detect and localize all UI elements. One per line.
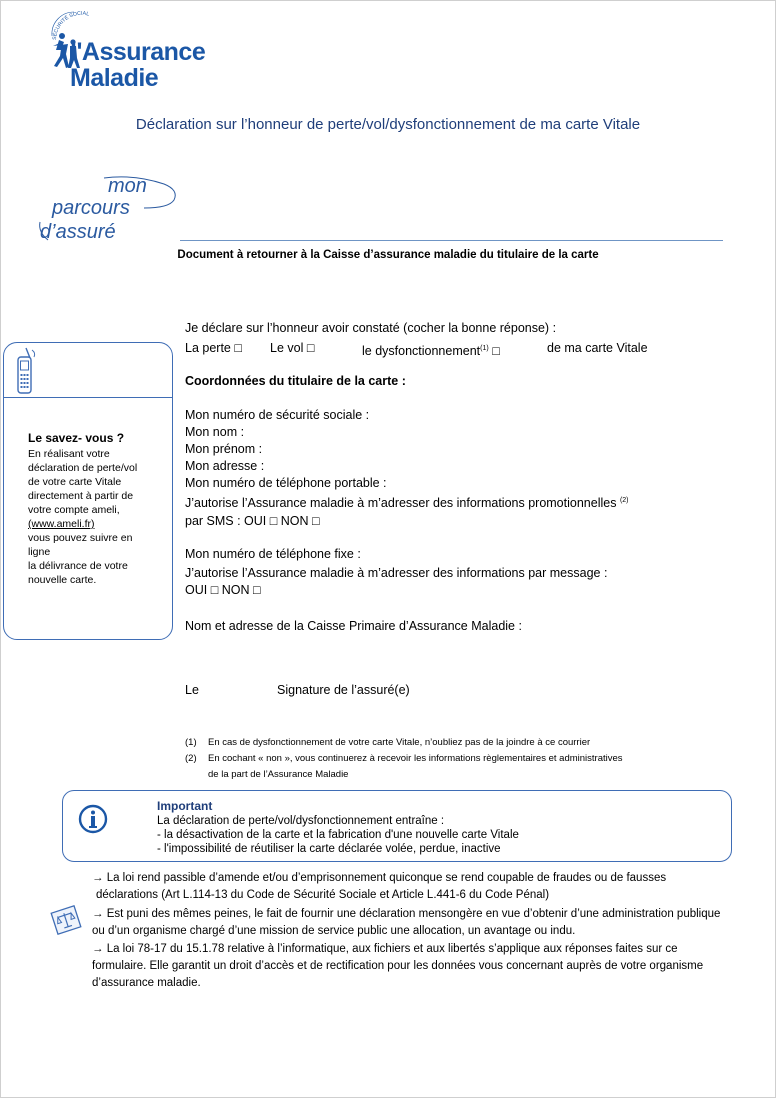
le-savez-vous-divider (4, 397, 172, 398)
field-prenom[interactable]: Mon prénom : (185, 442, 263, 456)
info-icon (78, 804, 108, 834)
le-savez-vous-title: Le savez- vous ? (28, 431, 125, 445)
footnote-2-number: (2) (185, 753, 197, 764)
legal-line: → La loi rend passible d’amende et/ou d’emprisonnement quiconque se rend coupable de fraudes ou de fausses (92, 872, 667, 884)
scales-of-justice-icon (50, 905, 82, 935)
legal-line: ou d’un organisme chargé d’une mission de service public une allocation, un avantage ou indu. (92, 925, 576, 937)
footnote-1-number: (1) (185, 737, 197, 748)
sidebar-line: déclaration de perte/vol (28, 462, 138, 474)
branding-word-parcours: parcours (52, 197, 130, 219)
return-instruction: Document à retourner à la Caisse d’assurance maladie du titulaire de la carte (177, 249, 599, 261)
field-adresse[interactable]: Mon adresse : (185, 459, 265, 473)
footnote-2-text-line1: En cochant « non », vous continuerez à recevoir les informations règlementaires et administratives (208, 753, 623, 764)
logo-tagline: SÉCURITÉ SOCIAL (52, 10, 90, 41)
header-divider (180, 240, 723, 241)
declaration-suffix: de ma carte Vitale (547, 341, 648, 355)
dysfonctionnement-box: □ (492, 344, 500, 359)
legal-line: → Est puni des mêmes peines, le fait de fournir une déclaration mensongère en vue d’obtenir d’une administration publique (92, 908, 721, 920)
autorise-promo-text: J’autorise l’Assurance maladie à m’adresser des informations promotionnelles (185, 496, 617, 511)
checkbox-vol[interactable]: Le vol □ (270, 341, 315, 355)
autorise-message: J’autorise l’Assurance maladie à m’adresser des informations par message : (185, 566, 608, 580)
important-title: Important (157, 799, 213, 813)
sidebar-line: En réalisant votre (28, 448, 110, 460)
sidebar-line: vous pouvez suivre en (28, 532, 133, 544)
mon-parcours-assure-logo (34, 174, 184, 244)
svg-text:SÉCURITÉ SOCIALE (52, 8, 90, 40)
footnote-ref-1: (1) (480, 345, 489, 352)
logo-text-assurance: l'Assurance (70, 38, 206, 66)
footnote-1-text: En cas de dysfonctionnement de votre carte Vitale, n’oubliez pas de la joindre à ce courrier (208, 737, 591, 748)
branding-word-mon: mon (108, 175, 147, 197)
sidebar-line: nouvelle carte. (28, 574, 97, 586)
branding-word-assure: d’assuré (40, 221, 116, 243)
sidebar-line: directement à partir de (28, 490, 134, 502)
message-oui-non-checkboxes[interactable]: OUI □ NON □ (185, 583, 261, 597)
field-secu[interactable]: Mon numéro de sécurité sociale : (185, 408, 370, 422)
footnote-ref-2: (2) (619, 497, 629, 504)
legal-line: déclarations (Art L.114-13 du Code de Sécurité Sociale et Article L.441-6 du Code Pénal) (96, 889, 550, 901)
field-tel-portable[interactable]: Mon numéro de téléphone portable : (185, 476, 387, 490)
sms-oui-non-checkboxes[interactable]: par SMS : OUI □ NON □ (185, 514, 320, 528)
mobile-phone-icon (12, 346, 38, 396)
sidebar-line: la délivrance de votre (28, 560, 128, 572)
sidebar-line: ligne (28, 546, 51, 558)
legal-line: → La loi 78-17 du 15.1.78 relative à l’informatique, aux fichiers et aux libertés s’applique aux réponses faites sur ce (92, 943, 678, 955)
date-label[interactable]: Le (185, 683, 199, 697)
autorise-promo (185, 492, 629, 512)
ameli-link[interactable]: (www.ameli.fr) (28, 518, 95, 530)
checkbox-dysfonctionnement[interactable] (362, 340, 500, 360)
legal-line: formulaire. Elle garantit un droit d’accès et de rectification pour les données vous concernant auprès de votre organisme (92, 960, 704, 972)
important-intro: La déclaration de perte/vol/dysfonctionnement entraîne : (157, 815, 445, 827)
declaration-intro: Je déclare sur l’honneur avoir constaté (cocher la bonne réponse) : (185, 321, 557, 335)
document-title: Déclaration sur l’honneur de perte/vol/dysfonctionnement de ma carte Vitale (135, 116, 641, 133)
sidebar-line: de votre carte Vitale (28, 476, 122, 488)
legal-line: d’assurance maladie. (92, 977, 201, 989)
signature-label[interactable]: Signature de l’assuré(e) (277, 683, 410, 697)
footnote-2-text-line2: de la part de l’Assurance Maladie (208, 769, 349, 780)
field-caisse[interactable]: Nom et adresse de la Caisse Primaire d’Assurance Maladie : (185, 619, 522, 633)
important-bullet: - l'impossibilité de réutiliser la carte déclarée volée, perdue, inactive (157, 843, 501, 855)
dysfonctionnement-label: le dysfonctionnement (362, 344, 481, 359)
logo-tagline-arc (52, 8, 92, 42)
coordonnees-heading: Coordonnées du titulaire de la carte : (185, 374, 406, 388)
sidebar-line: votre compte ameli, (28, 504, 120, 516)
field-nom[interactable]: Mon nom : (185, 425, 245, 439)
field-tel-fixe[interactable]: Mon numéro de téléphone fixe : (185, 547, 361, 561)
checkbox-perte[interactable]: La perte □ (185, 341, 242, 355)
important-bullet: - la désactivation de la carte et la fabrication d'une nouvelle carte Vitale (157, 829, 519, 841)
logo-text-maladie: Maladie (70, 64, 159, 92)
